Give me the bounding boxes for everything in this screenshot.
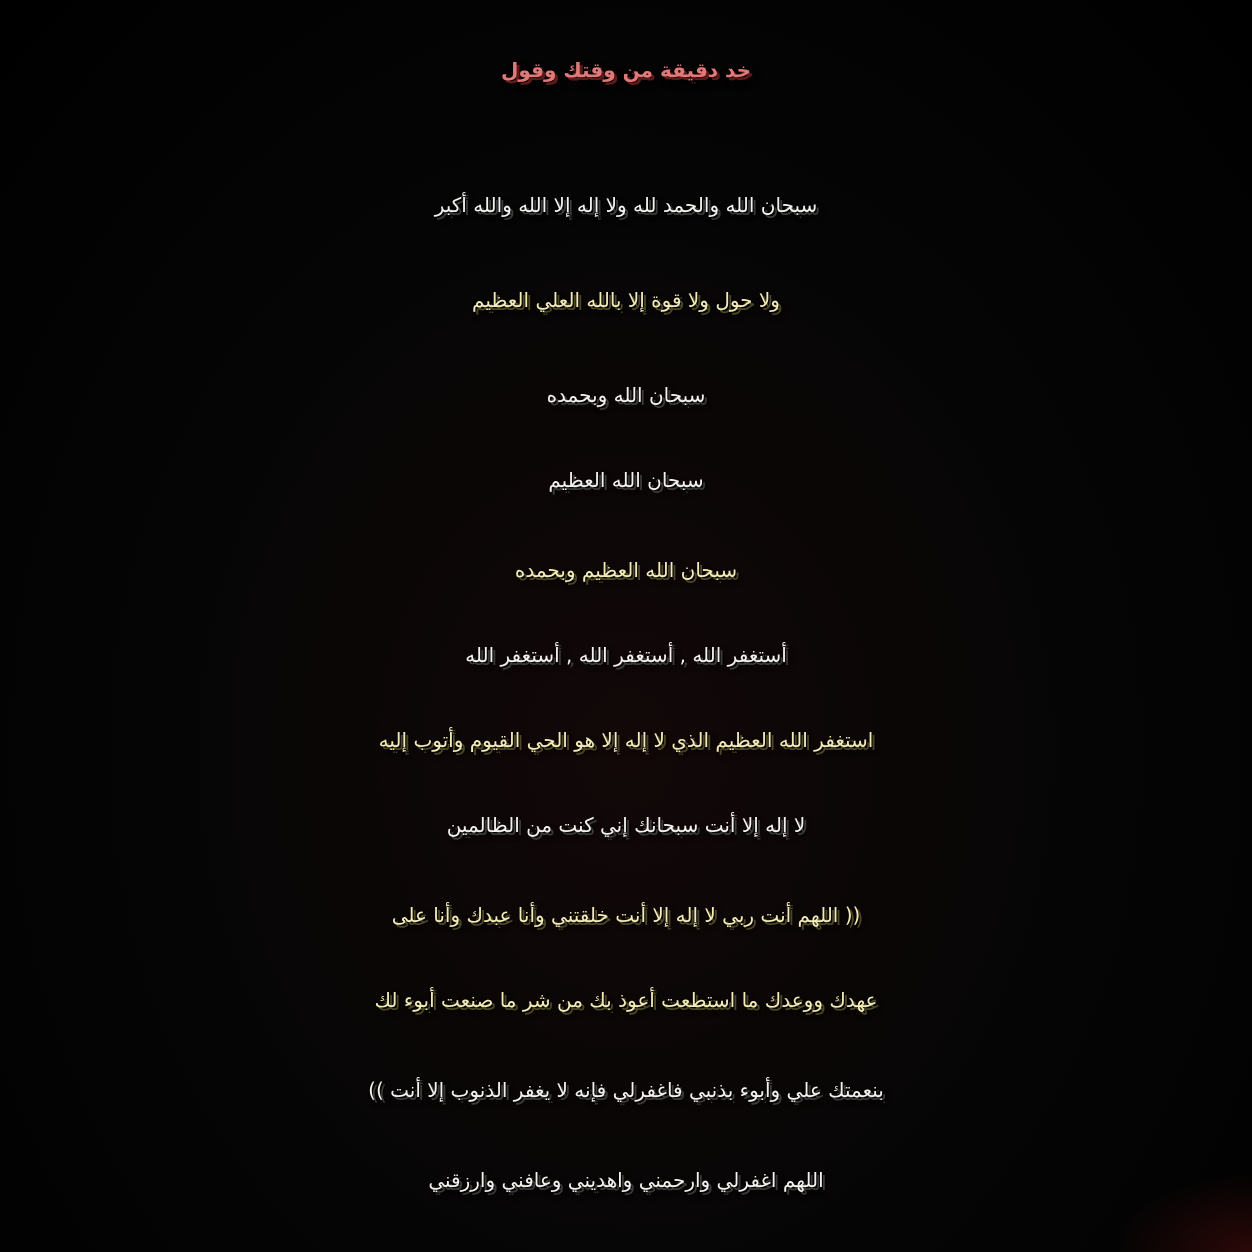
text-line-4: سبحان الله العظيم <box>548 468 704 492</box>
text-line-2: ولا حول ولا قوة إلا بالله العلي العظيم <box>472 288 780 312</box>
text-line-12: اللهم اغفرلي وارحمني واهديني وعافني وارزقني <box>428 1168 824 1192</box>
image-title: خد دقيقة من وقتك وقول <box>501 58 751 82</box>
text-line-5: سبحان الله العظيم وبحمده <box>514 558 738 582</box>
text-line-8: لا إله إلا أنت سبحانك إني كنت من الظالمين <box>446 813 806 837</box>
corner-glow <box>1112 1172 1252 1252</box>
text-line-1: سبحان الله والحمد لله ولا إله إلا الله والله أكبر <box>434 193 818 217</box>
text-line-3: سبحان الله وبحمده <box>546 383 706 407</box>
text-line-9: (( اللهم أنت ربي لا إله إلا أنت خلقتني وأنا عبدك وأنا على <box>391 903 861 927</box>
text-line-6: أستغفر الله , أستغفر الله , أستغفر الله <box>465 643 787 667</box>
text-line-11: بنعمتك علي وأبوء بذنبي فاغفرلي فإنه لا يغفر الذنوب إلا أنت )) <box>368 1078 884 1102</box>
text-line-10: عهدك ووعدك ما استطعت أعوذ بك من شر ما صنعت أبوء لك <box>374 988 878 1012</box>
text-line-7: استغفر الله العظيم الذي لا إله إلا هو الحي القيوم وأتوب إليه <box>378 728 874 752</box>
